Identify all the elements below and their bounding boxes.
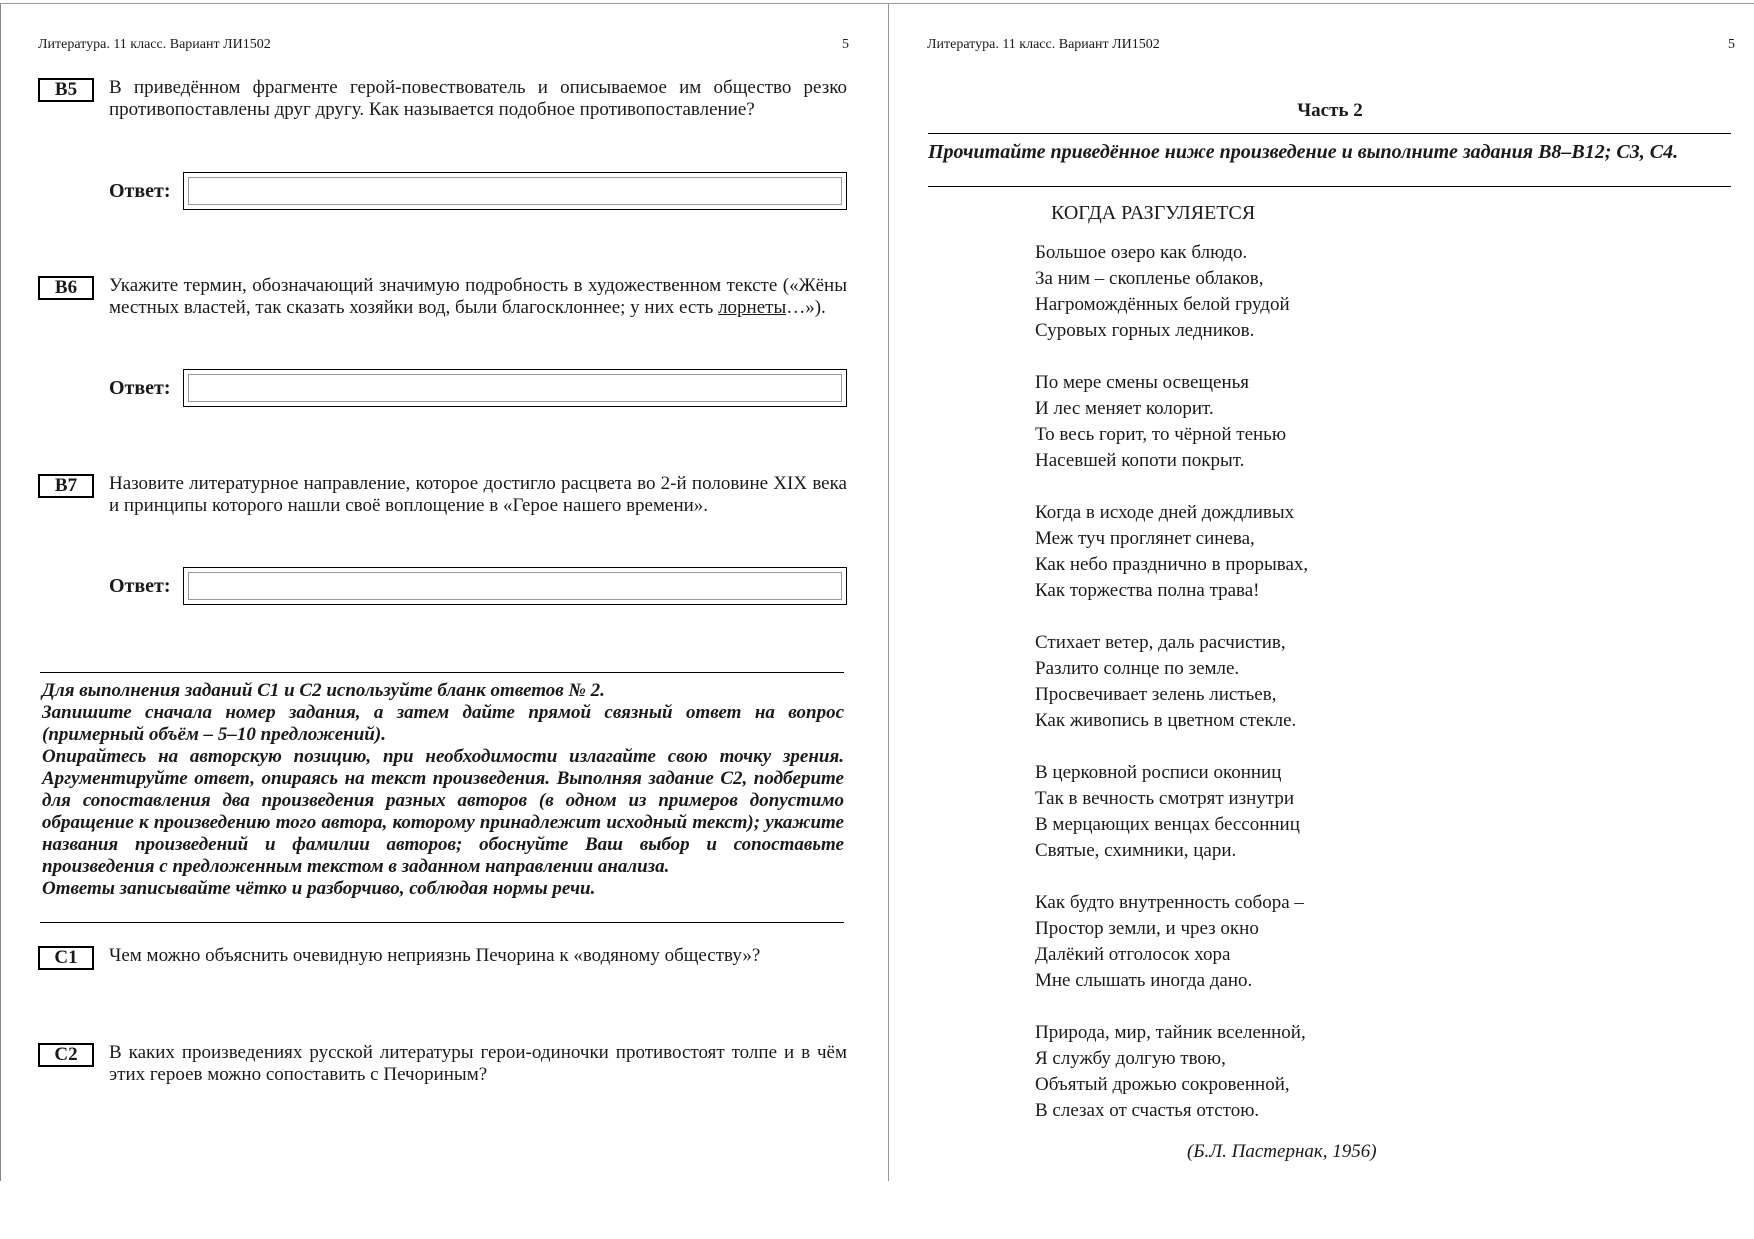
poem-line: Я службу долгую твою,: [1035, 1048, 1226, 1069]
task-c1-text: Чем можно объяснить очевидную неприязнь Печорина к «водяному обществу»?: [109, 945, 761, 966]
poem-line: Как живопись в цветном стекле.: [1035, 710, 1297, 731]
part2-top-rule: [928, 133, 1731, 134]
right-header-page-number: 5: [1728, 37, 1735, 52]
page-divider: [888, 3, 889, 1181]
poem-line: Стихает ветер, даль расчистив,: [1035, 632, 1286, 653]
instruction-line-4: Ответы записывайте чётко и разборчиво, соблюдая нормы речи.: [42, 878, 596, 899]
instructions-block: [42, 680, 844, 900]
poem-stanza: [1035, 760, 1635, 864]
poem-line: Как торжества полна трава!: [1035, 580, 1260, 601]
poem-title: КОГДА РАЗГУЛЯЕТСЯ: [1051, 202, 1256, 224]
poem-line: Мне слышать иногда дано.: [1035, 970, 1253, 991]
instruction-line-1: Для выполнения заданий С1 и С2 используйте бланк ответов № 2.: [42, 680, 605, 701]
answer-field-b7[interactable]: [183, 567, 847, 605]
poem-line: За ним – скопленье облаков,: [1035, 268, 1264, 289]
poem-line: То весь горит, то чёрной тенью: [1035, 424, 1287, 445]
poem-line: Святые, схимники, цари.: [1035, 840, 1237, 861]
poem-line: И лес меняет колорит.: [1035, 398, 1214, 419]
task-c2-text: В каких произведениях русской литературы герои-одиночки противостоят толпе и в чём этих героев можно сопоставить с Печориным?: [109, 1042, 847, 1085]
poem-author: (Б.Л. Пастернак, 1956): [1187, 1141, 1377, 1162]
answer-label-b7: Ответ:: [109, 575, 171, 597]
task-b6-text-end: …»).: [786, 297, 826, 318]
poem-line: В церковной росписи оконниц: [1035, 762, 1282, 783]
poem-line: Когда в исходе дней дождливых: [1035, 502, 1295, 523]
poem-stanza: [1035, 500, 1635, 604]
poem-line: Простор земли, и чрез окно: [1035, 918, 1259, 939]
poem-line: Далёкий отголосок хора: [1035, 944, 1231, 965]
instructions-bottom-rule: [40, 922, 844, 923]
task-b6-text-start: Укажите термин, обозначающий значимую подробность в художественном тексте («Жёны местных властей, так сказать хозяйки вод, были благосклоннее; у них есть: [109, 275, 847, 318]
poem-line: Как небо празднично в прорывах,: [1035, 554, 1309, 575]
instruction-line-2: Запишите сначала номер задания, а затем дайте прямой связный ответ на вопрос (примерный объём – 5–10 предложений).: [42, 702, 844, 745]
task-number-b6: B6: [38, 276, 94, 300]
poem-line: Так в вечность смотрят изнутри: [1035, 788, 1295, 809]
answer-field-b5[interactable]: [183, 172, 847, 210]
part2-bottom-rule: [928, 186, 1731, 187]
task-b6-underlined-word: лорнеты: [718, 297, 787, 318]
left-edge: [0, 3, 1, 1181]
poem-line: Нагромождённых белой грудой: [1035, 294, 1290, 315]
poem-line: Природа, мир, тайник вселенной,: [1035, 1022, 1306, 1043]
poem-stanza: [1035, 890, 1635, 994]
left-header-page-number: 5: [842, 37, 849, 52]
poem-line: В слезах от счастья отстою.: [1035, 1100, 1260, 1121]
task-number-b5: B5: [38, 78, 94, 102]
answer-label-b5: Ответ:: [109, 180, 171, 202]
task-number-c2: С2: [38, 1043, 94, 1067]
part-title: Часть 2: [1297, 100, 1363, 121]
instructions-top-rule: [40, 672, 844, 673]
task-number-b7: B7: [38, 474, 94, 498]
poem-line: Суровых горных ледников.: [1035, 320, 1255, 341]
poem-line: Просвечивает зелень листьев,: [1035, 684, 1277, 705]
poem-stanza: [1035, 370, 1635, 474]
poem-line: Разлито солнце по земле.: [1035, 658, 1240, 679]
poem-line: Как будто внутренность собора –: [1035, 892, 1304, 913]
task-b5-text: В приведённом фрагменте герой-повествователь и описываемое им общество резко противопоставлены друг другу. Как называется подобное противопоставление?: [109, 77, 847, 120]
answer-field-b6[interactable]: [183, 369, 847, 407]
task-number-c1: С1: [38, 946, 94, 970]
poem-line: Насевшей копоти покрыт.: [1035, 450, 1245, 471]
poem-body: [1035, 240, 1635, 1150]
top-border: [0, 3, 1754, 4]
poem-line: Меж туч проглянет синева,: [1035, 528, 1255, 549]
poem-line: В мерцающих венцах бессонниц: [1035, 814, 1300, 835]
right-header-title: Литература. 11 класс. Вариант ЛИ1502: [927, 37, 1160, 52]
answer-label-b6: Ответ:: [109, 377, 171, 399]
poem-stanza: [1035, 240, 1635, 344]
poem-line: Объятый дрожью сокровенной,: [1035, 1074, 1290, 1095]
part2-instruction: Прочитайте приведённое ниже произведение и выполните задания В8–В12; С3, С4.: [928, 141, 1679, 163]
poem-line: Большое озеро как блюдо.: [1035, 242, 1248, 263]
poem-stanza: [1035, 1020, 1635, 1124]
task-b6-text: [109, 275, 847, 319]
left-header-title: Литература. 11 класс. Вариант ЛИ1502: [38, 37, 271, 52]
poem-line: По мере смены освещенья: [1035, 372, 1250, 393]
task-b7-text: Назовите литературное направление, которое достигло расцвета во 2-й половине XIX века и принципы которого нашли своё воплощение в «Герое нашего времени».: [109, 473, 847, 516]
instruction-line-3: Опирайтесь на авторскую позицию, при необходимости излагайте свою точку зрения. Аргументируйте ответ, опираясь на текст произведения. Выполняя задание С2, подберите для сопоставления два произведения разных авторов (в одном из примеров допустимо обращение к произведению того автора, которому принадлежит исходный текст); укажите названия произведений и фамилии авторов; обоснуйте Ваш выбор и сопоставьте произведения с предложенным текстом в заданном направлении анализа.: [42, 746, 844, 877]
poem-stanza: [1035, 630, 1635, 734]
